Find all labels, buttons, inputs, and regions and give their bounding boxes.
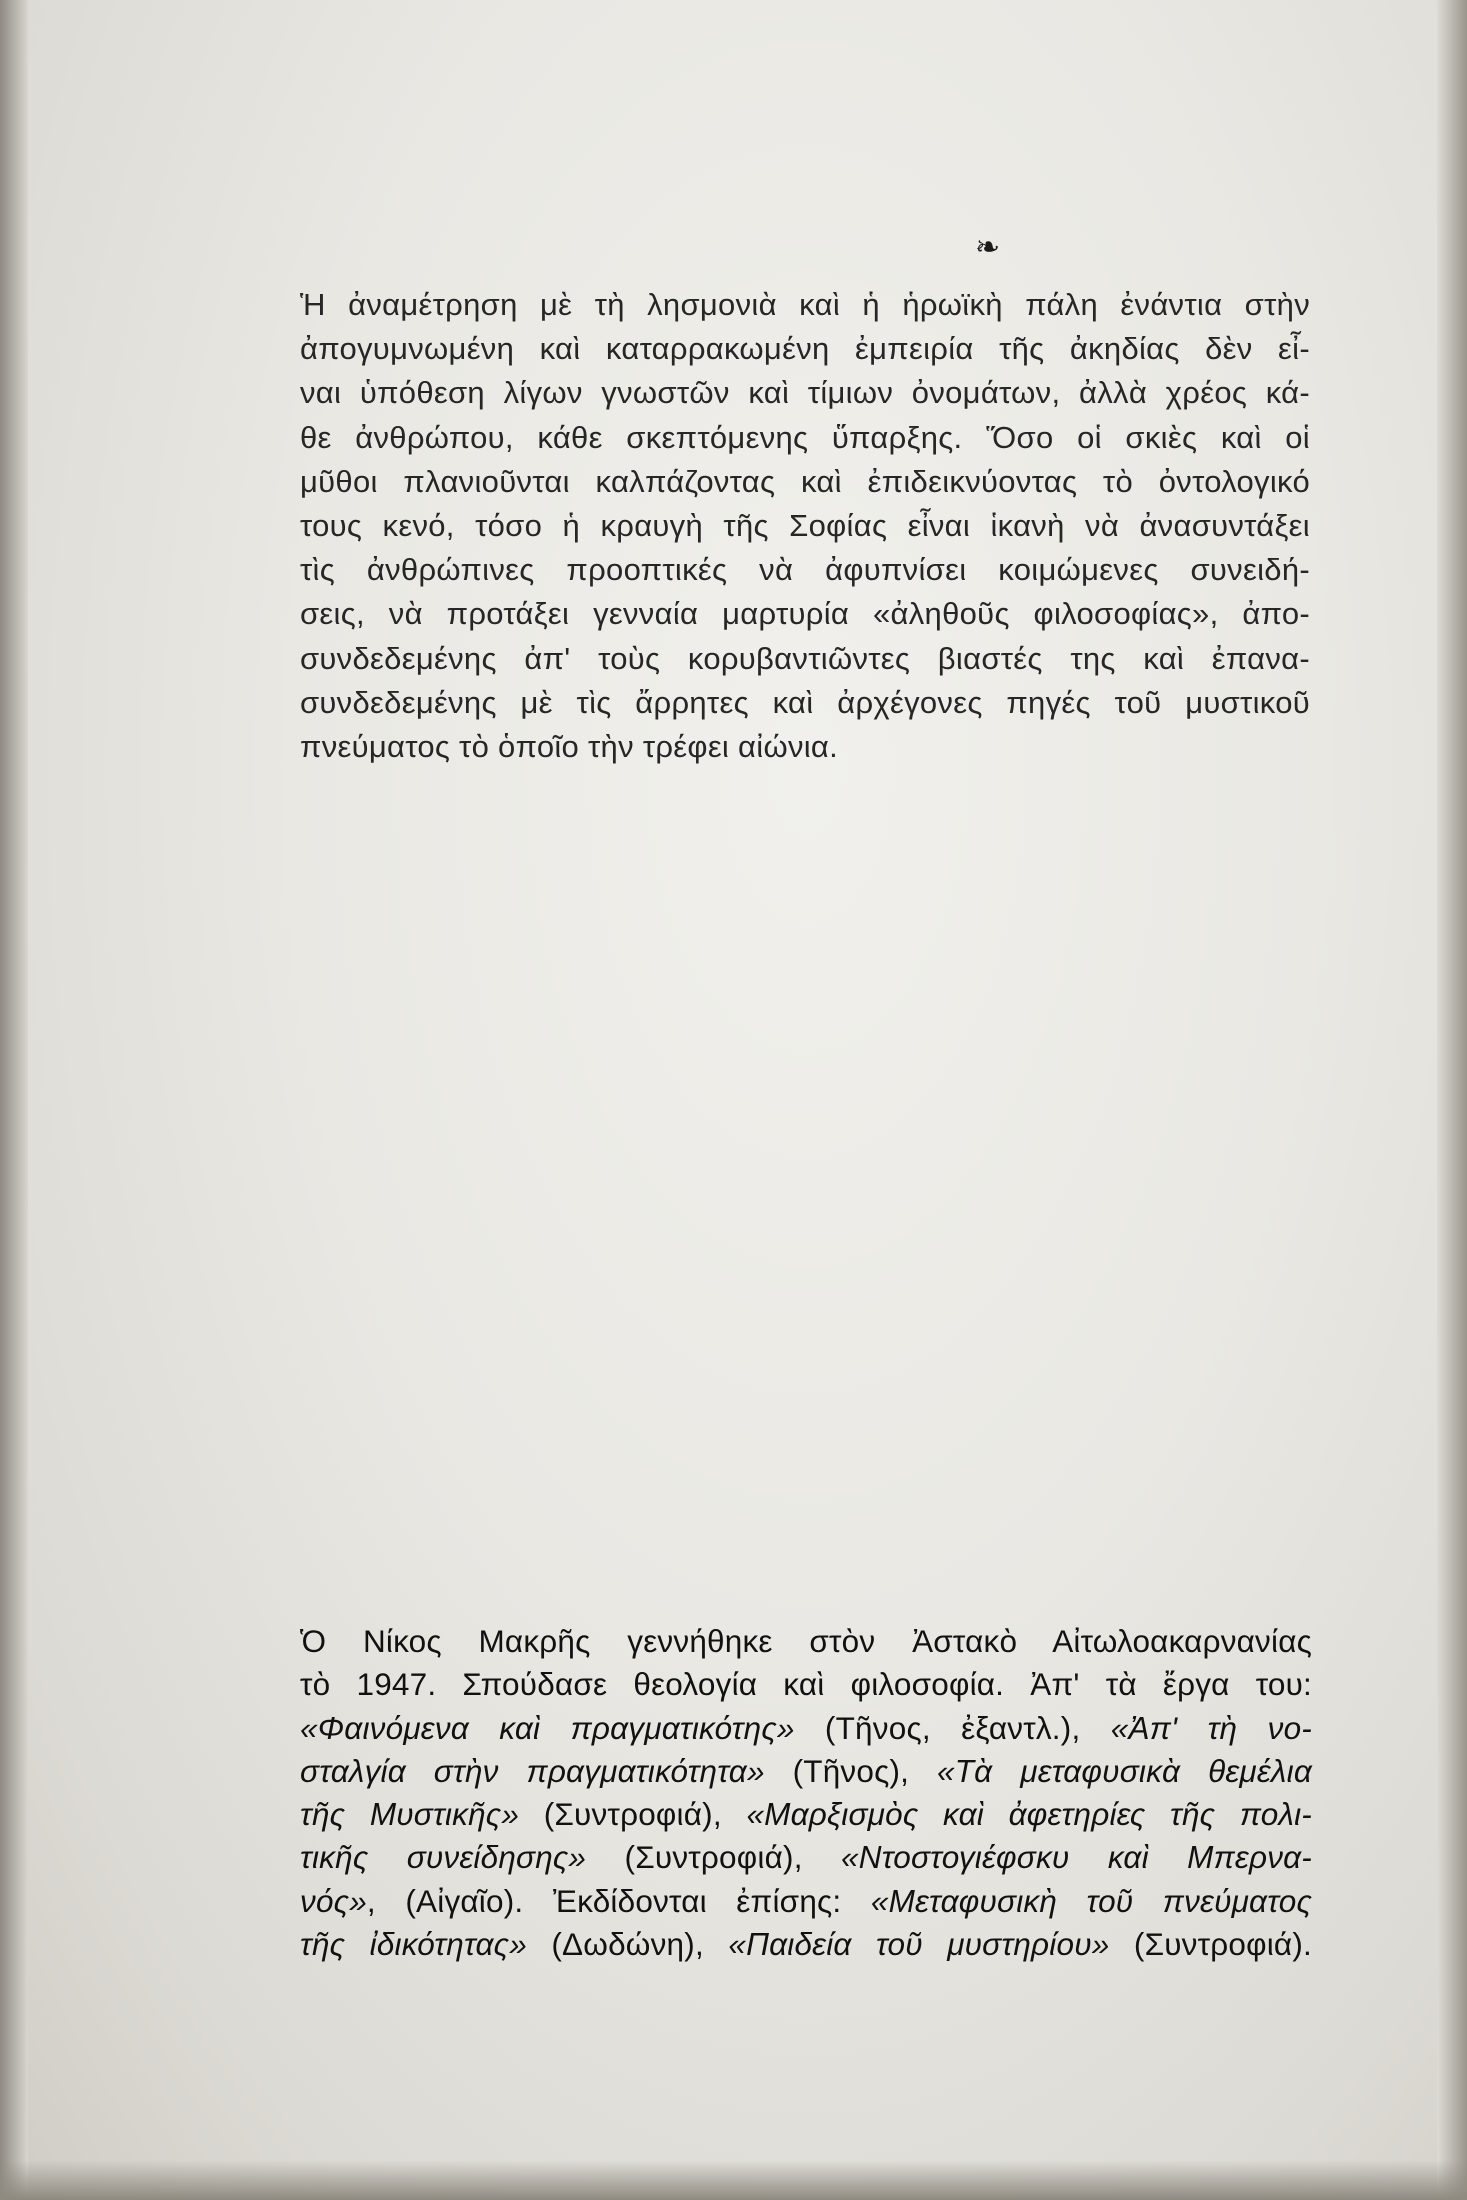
bio-text: (Τῆνος, ἐξαντλ.),: [794, 1709, 1111, 1746]
bio-work-title: «Τὰ μεταφυσικὰ θεμέλια: [937, 1752, 1313, 1789]
bio-text: , (Αἰγαῖο). Ἐκδίδονται ἐπίσης:: [366, 1882, 871, 1919]
bio-work-title: «Μαρξισμὸς καὶ ἀφετηρίες τῆς πολι-: [746, 1796, 1312, 1833]
cover-left-edge: [0, 0, 28, 2200]
bio-line: [300, 1923, 1312, 1966]
bio-line: [300, 1707, 1312, 1750]
bio-line: [300, 1880, 1312, 1923]
blurb-line: ναι ὑπόθεση λίγων γνωστῶν καὶ τίμιων ὀνομάτων, ἀλλὰ χρέος κά-: [300, 375, 1310, 411]
bio-line: [300, 1836, 1312, 1879]
blurb-line: σεις, νὰ προτάξει γενναία μαρτυρία «ἀληθοῦς φιλοσοφίας», ἀπο-: [300, 596, 1310, 632]
bio-work-title: νός»: [300, 1882, 367, 1919]
blurb-line: Ἡ ἀναμέτρηση μὲ τὴ λησμονιὰ καὶ ἡ ἡρωϊκὴ πάλη ἐνάντια στὴν: [300, 287, 1310, 322]
bio-text: (Συντροφιά).: [1109, 1926, 1312, 1963]
blurb-line: θε ἀνθρώπου, κάθε σκεπτόμενης ὕπαρξης. Ὅσο οἱ σκιὲς καὶ οἱ: [300, 419, 1310, 455]
bio-work-title: «Φαινόμενα καὶ πραγματικότης»: [300, 1709, 795, 1746]
bio-line: [300, 1663, 1312, 1706]
bio-work-title: τικῆς συνείδησης»: [300, 1839, 587, 1876]
bio-work-title: σταλγία στὴν πραγματικότητα»: [300, 1752, 765, 1789]
blurb-paragraph: [300, 283, 1310, 769]
bio-text: (Συντροφιά),: [586, 1839, 842, 1876]
ink-mark-icon: ❧: [975, 230, 1001, 265]
bio-text: (Συντροφιά),: [519, 1796, 747, 1833]
bio-line: [300, 1793, 1312, 1836]
blurb-line: συνδεδεμένης μὲ τὶς ἄρρητες καὶ ἀρχέγονες πηγές τοῦ μυστικοῦ: [300, 684, 1310, 720]
blurb-line: ἀπογυμνωμένη καὶ καταρρακωμένη ἐμπειρία τῆς ἀκηδίας δὲν εἶ-: [300, 331, 1310, 367]
bio-work-title: τῆς Μυστικῆς»: [300, 1796, 520, 1833]
blurb-line: πνεύματος τὸ ὁποῖο τὴν τρέφει αἰώνια.: [300, 729, 839, 765]
bio-work-title: «Μεταφυσικὴ τοῦ πνεύματος: [870, 1882, 1312, 1919]
bio-line: [300, 1750, 1312, 1793]
cover-bottom-edge: [0, 2160, 1467, 2200]
blurb-line: τὶς ἀνθρώπινες προοπτικές νὰ ἀφυπνίσει κοιμώμενες συνειδή-: [300, 552, 1310, 588]
bio-work-title: «Ἀπ' τὴ νο-: [1110, 1709, 1312, 1746]
blurb-line: μῦθοι πλανιοῦνται καλπάζοντας καὶ ἐπιδεικνύοντας τὸ ὀντολογικό: [300, 463, 1310, 499]
bio-work-title: «Ντοστογιέφσκυ καὶ Μπερνα-: [841, 1839, 1312, 1876]
bio-line: [300, 1620, 1312, 1663]
blurb-line: συνδεδεμένης ἀπ' τοὺς κορυβαντιῶντες βιαστές της καὶ ἐπανα-: [300, 640, 1310, 676]
author-bio: [300, 1620, 1312, 1966]
bio-text: τὸ 1947. Σπούδασε θεολογία καὶ φιλοσοφία. Ἀπ' τὰ ἔργα του:: [300, 1666, 1312, 1703]
bio-text: (Δωδώνη),: [526, 1926, 729, 1963]
bio-work-title: «Παιδεία τοῦ μυστηρίου»: [728, 1926, 1110, 1963]
bio-text: (Τῆνος),: [764, 1752, 938, 1789]
bio-work-title: τῆς ἰδικότητας»: [300, 1926, 527, 1963]
cover-right-edge: [1437, 0, 1467, 2200]
blurb-line: τους κενό, τόσο ἡ κραυγὴ τῆς Σοφίας εἶναι ἱκανὴ νὰ ἀνασυντάξει: [300, 508, 1310, 544]
bio-text: Ὁ Νίκος Μακρῆς γεννήθηκε στὸν Ἀστακὸ Αἰτωλοακαρνανίας: [300, 1623, 1312, 1659]
